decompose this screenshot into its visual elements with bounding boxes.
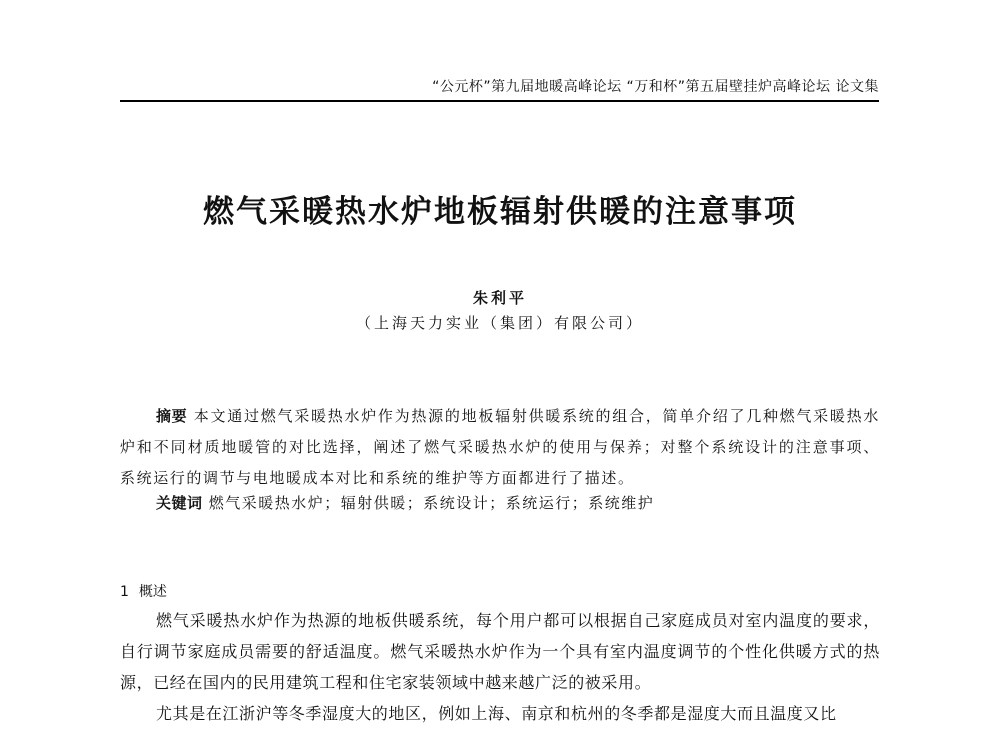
- body-paragraph-2: 尤其是在江浙沪等冬季湿度大的地区，例如上海、南京和杭州的冬季都是湿度大而且温度又比: [156, 704, 837, 723]
- paper-title: 燃气采暖热水炉地板辐射供暖的注意事项: [203, 194, 797, 230]
- abstract-label: 摘要: [156, 407, 188, 425]
- keywords-text: 燃气采暖热水炉；辐射供暖；系统设计；系统运行；系统维护: [208, 494, 655, 512]
- section-number: 1: [120, 584, 129, 600]
- author-name: 朱利平: [472, 289, 527, 307]
- abstract: [120, 401, 880, 494]
- keywords-label: 关键词: [156, 494, 203, 512]
- body-paragraph-1: 燃气采暖热水炉作为热源的地板供暖系统，每个用户都可以根据自己家庭成员对室内温度的要求，自行调节家庭成员需要的舒适温度。燃气采暖热水炉作为一个具有室内温度调节的个性化供暖方式的热源，已经在国内的民用建筑工程和住宅家装领域中越来越广泛的被采用。: [120, 611, 880, 692]
- header-rule: [120, 100, 879, 102]
- section-title: 概述: [138, 584, 167, 600]
- running-header: “公元杯”第九届地暖高峰论坛 “万和杯”第五届壁挂炉高峰论坛 论文集: [432, 79, 879, 95]
- section-body: [120, 605, 880, 729]
- abstract-text: 本文通过燃气采暖热水炉作为热源的地板辐射供暖系统的组合，简单介绍了几种燃气采暖热水炉和不同材质地暖管的对比选择，阐述了燃气采暖热水炉的使用与保养；对整个系统设计的注意事项、系统运行的调节与电地暖成本对比和系统的维护等方面都进行了描述。: [120, 407, 880, 487]
- keywords: [156, 488, 880, 519]
- section-heading: [120, 581, 177, 601]
- author-affiliation: （上海天力实业（集团）有限公司）: [355, 314, 644, 332]
